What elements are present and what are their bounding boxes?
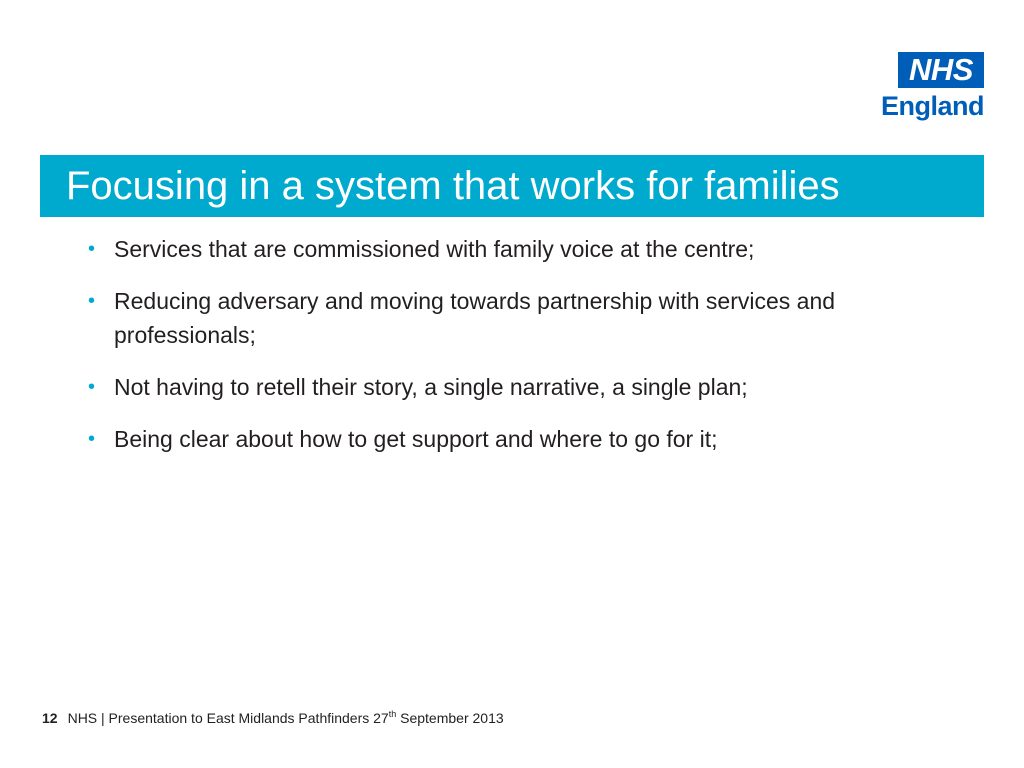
bullet-dot-icon: • <box>88 238 96 260</box>
bullet-item <box>88 284 968 352</box>
bullet-dot-icon: • <box>88 376 96 398</box>
footer-text: NHS | Presentation to East Midlands Pathfinders 27 <box>67 710 389 726</box>
bullet-text: Not having to retell their story, a single narrative, a single plan; <box>114 374 748 400</box>
slide-title: Focusing in a system that works for families <box>66 164 840 208</box>
bullet-dot-icon: • <box>88 290 96 312</box>
bullet-item <box>88 422 968 456</box>
bullet-item <box>88 370 968 404</box>
bullet-list <box>88 232 968 474</box>
footer-date-suffix: th <box>388 709 397 719</box>
nhs-england-logo <box>872 52 984 122</box>
title-bar <box>40 155 984 217</box>
bullet-item <box>88 232 968 266</box>
bullet-dot-icon: • <box>88 428 96 450</box>
bullet-text: Services that are commissioned with family voice at the centre; <box>114 236 755 262</box>
footer <box>42 708 504 728</box>
bullet-text: Reducing adversary and moving towards partnership with services and professionals; <box>114 288 836 348</box>
page-number: 12 <box>42 710 58 726</box>
nhs-logo-box: NHS <box>898 52 984 88</box>
bullet-text: Being clear about how to get support and where to go for it; <box>114 426 718 452</box>
footer-text-end: September 2013 <box>396 710 504 726</box>
nhs-logo-region: England <box>881 91 984 121</box>
